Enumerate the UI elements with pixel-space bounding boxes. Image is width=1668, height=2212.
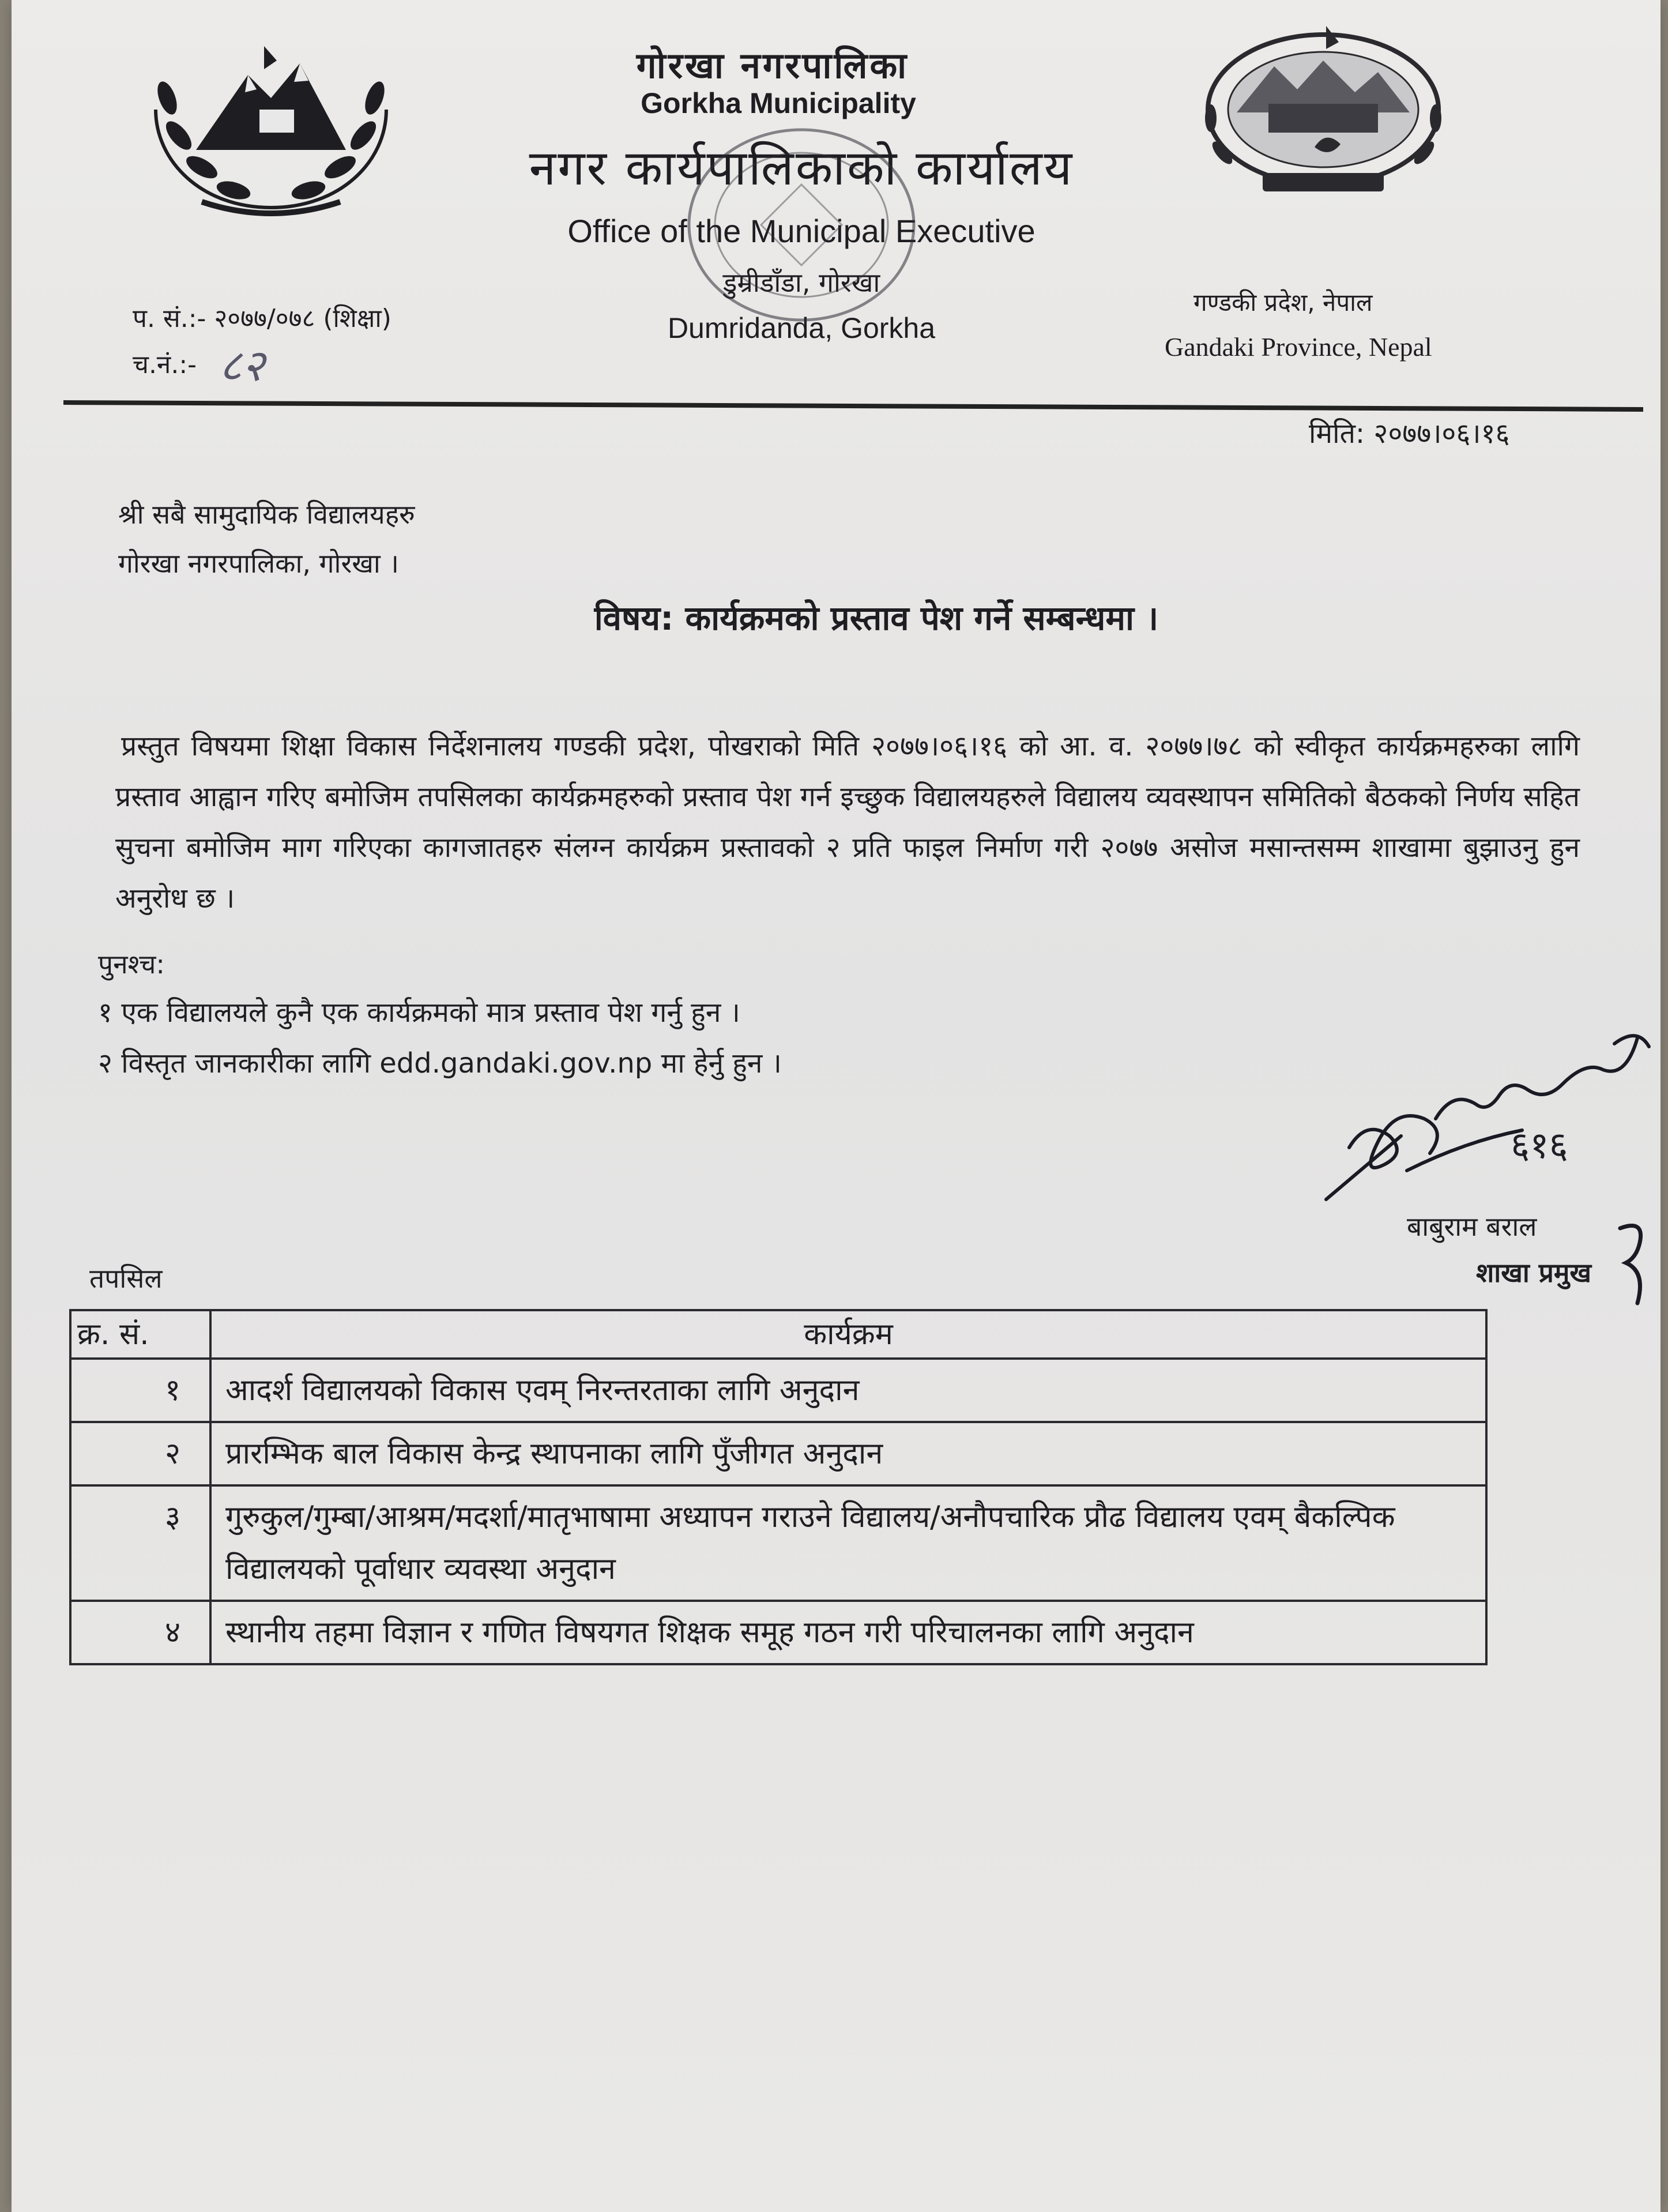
- address-en: Dumridanda, Gorkha: [667, 312, 936, 344]
- schedule-caption: तपसिल: [89, 1263, 163, 1294]
- postscript-label: पुनश्च:: [98, 949, 165, 980]
- reference-number: प. सं.:- २०७७/०७८ (शिक्षा): [133, 304, 391, 333]
- row-program: गुरुकुल/गुम्बा/आश्रम/मदर्शा/मातृभाषामा अध्यापन गराउने विद्यालय/अनौपचारिक प्रौढ विद्यालय एवम् बैकल्पिक विद्यालयको पूर्वाधार व्यवस्था अनुदान: [210, 1485, 1486, 1601]
- row-serial: ४: [70, 1601, 210, 1664]
- header-divider: [63, 400, 1643, 412]
- table-row: [70, 1422, 1486, 1485]
- municipality-name-en: Gorkha Municipality: [641, 87, 916, 119]
- table-row: [70, 1359, 1486, 1422]
- addressee-line-2: गोरखा नगरपालिका, गोरखा ।: [118, 548, 399, 579]
- office-name-en: Office of the Municipal Executive: [567, 213, 1036, 249]
- row-program: प्रारम्भिक बाल विकास केन्द्र स्थापनाका लागि पुँजीगत अनुदान: [210, 1422, 1486, 1485]
- row-serial: १: [70, 1359, 210, 1422]
- handwritten-signature: [1315, 1003, 1661, 1211]
- dispatch-number: ८२: [219, 340, 265, 391]
- signature-number: ६१६: [1511, 1124, 1568, 1167]
- table-header-row: [70, 1310, 1486, 1359]
- postscript-point-1: १ एक विद्यालयले कुनै एक कार्यक्रमको मात्र प्रस्ताव पेश गर्नु हुन ।: [98, 996, 740, 1029]
- column-header-program: कार्यक्रम: [210, 1310, 1486, 1359]
- schedule-table: [69, 1309, 1488, 1665]
- signatory-title: शाखा प्रमुख: [1476, 1257, 1592, 1288]
- official-round-stamp: [680, 121, 923, 329]
- signatory-name: बाबुराम बराल: [1407, 1211, 1537, 1242]
- municipality-name-np: गोरखा नगरपालिका: [636, 44, 909, 86]
- row-serial: ३: [70, 1485, 210, 1601]
- province-np: गण्डकी प्रदेश, नेपाल: [1193, 288, 1373, 317]
- address-np: डुम्रीडाँडा, गोरखा: [722, 267, 880, 298]
- column-header-serial: क्र. सं.: [70, 1310, 210, 1359]
- row-serial: २: [70, 1422, 210, 1485]
- letter-paper: [12, 0, 1661, 2212]
- table-row: [70, 1601, 1486, 1664]
- letter-date: मिति: २०७७।०६।१६: [1309, 417, 1510, 450]
- office-name-np: नगर कार्यपालिकाको कार्यालय: [529, 140, 1074, 196]
- postscript-point-2: २ विस्तृत जानकारीका लागि edd.gandaki.gov.np मा हेर्नु हुन ।: [98, 1047, 782, 1079]
- province-en: Gandaki Province, Nepal: [1165, 332, 1432, 362]
- row-program: स्थानीय तहमा विज्ञान र गणित विषयगत शिक्षक समूह गठन गरी परिचालनका लागि अनुदान: [210, 1601, 1486, 1664]
- dispatch-label: च.नं.:-: [133, 350, 197, 379]
- row-program: आदर्श विद्यालयको विकास एवम् निरन्तरताका लागि अनुदान: [210, 1359, 1486, 1422]
- signature-flourish: [1614, 1217, 1655, 1309]
- addressee-line-1: श्री सबै सामुदायिक विद्यालयहरु: [118, 499, 415, 530]
- table-row: [70, 1485, 1486, 1601]
- letter-subject: विषय: कार्यक्रमको प्रस्ताव पेश गर्ने सम्बन्धमा ।: [594, 599, 1159, 638]
- nepal-government-emblem: [133, 35, 409, 225]
- gorkha-municipality-logo: [1182, 26, 1464, 199]
- letter-body: प्रस्तुत विषयमा शिक्षा विकास निर्देशनालय गण्डकी प्रदेश, पोखराको मिति २०७७।०६।१६ को आ. व. २०७७।७८ को स्वीकृत कार्यक्रमहरुका लागि प्रस्ताव आह्वान गरिए बमोजिम तपसिलका कार्यक्रमहरुको प्रस्ताव पेश गर्न इच्छुक विद्यालयहरुले विद्यालय व्यवस्थापन समितिको बैठकको निर्णय सहित सुचना बमोजिम माग गरिएका कागजातहरु संलग्न कार्यक्रम प्रस्तावको २ प्रति फाइल निर्माण गरी २०७७ असोज मसान्तसम्म शाखामा बुझाउनु हुन अनुरोध छ ।: [115, 730, 1580, 915]
